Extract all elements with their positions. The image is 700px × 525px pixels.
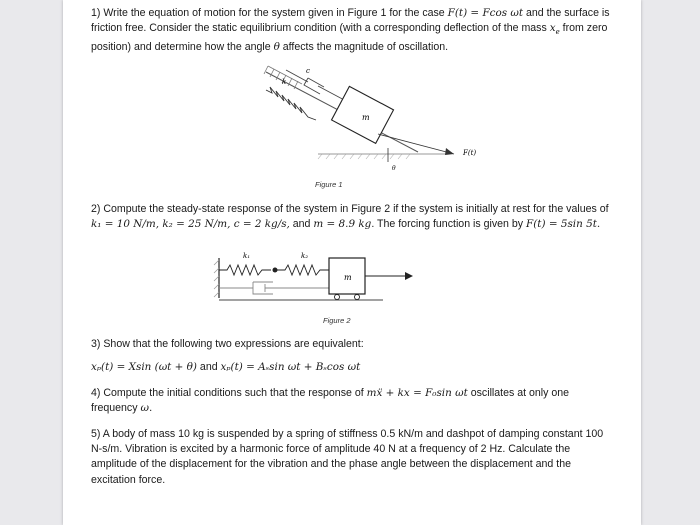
question-5-text: 5) A body of mass 10 kg is suspended by a spring of stiffness 0.5 kN/m and dashpot of damping constant 100 N-s/m. Vibration is excited by a harmonic force of amplitude 40 N at a frequency of 2 Hz. Calculate the amplitude of the displacement for the vibration and the phase angle between the displacement and the excitation force. bbox=[91, 428, 604, 486]
question-4 bbox=[91, 386, 613, 416]
q1-xe-symbol: $x_e$ bbox=[549, 22, 560, 37]
q1-forcing-expression: F(t) = Fcos ωt bbox=[447, 7, 524, 19]
fig1-theta-label: θ bbox=[392, 165, 396, 172]
q4-lead-text: 4) Compute the initial conditions such that the response of bbox=[91, 387, 367, 399]
q3-and: and bbox=[196, 361, 221, 373]
fig2-m-label: m bbox=[344, 273, 352, 282]
question-2 bbox=[91, 202, 613, 232]
fig1-k-label: k bbox=[282, 78, 287, 86]
q1-text-part4: affects the magnitude of oscillation. bbox=[279, 41, 449, 54]
figure-1-caption: Figure 1 bbox=[315, 180, 343, 189]
question-3-text: 3) Show that the following two expressions are equivalent: bbox=[91, 338, 364, 350]
fig2-k1-label: k₁ bbox=[243, 252, 251, 260]
fig2-wheel-left bbox=[335, 295, 340, 300]
document-page bbox=[63, 0, 641, 525]
q3-expression-1: xₚ(t) = Xsin (ωt + θ) bbox=[91, 361, 197, 373]
fig2-junction bbox=[273, 268, 278, 273]
figure-1-diagram bbox=[258, 60, 508, 185]
question-3-expressions bbox=[91, 360, 613, 375]
fig1-m-label: m bbox=[362, 113, 370, 122]
q2-and: and bbox=[289, 218, 314, 231]
q1-text-part2: and the surface is friction free. Consider the static equilibrium condition (with a corresponding deflection of the mass bbox=[91, 7, 610, 35]
q4-equation: mẍ + kx = F₀sin ωt bbox=[366, 387, 468, 399]
question-1 bbox=[91, 6, 613, 56]
fig2-wheel-right bbox=[355, 295, 360, 300]
q1-lead-text: 1) Write the equation of motion for the system given in Figure 1 for the case bbox=[91, 7, 448, 19]
q1-text-part3: from zero position) and determine how the angle bbox=[91, 22, 608, 54]
fig1-c-label: c bbox=[306, 67, 310, 75]
ground-hatch bbox=[318, 154, 410, 159]
fig1-force-label: F(t) bbox=[463, 149, 477, 157]
fig2-force-arrowhead bbox=[405, 272, 413, 280]
q3-expression-2: xₚ(t) = Aₛsin ωt + Bₛcos ωt bbox=[220, 361, 361, 373]
fig2-spring-k1 bbox=[219, 265, 271, 275]
q2-lead-text: 2) Compute the steady-state response of the system in Figure 2 if the system is initially at rest for the values of bbox=[91, 203, 609, 215]
q2-forcing-function: F(t) = 5sin 5t. bbox=[526, 218, 601, 231]
q2-mass-value: m = 8.9 kg bbox=[313, 218, 372, 231]
fig2-wall-hatch bbox=[214, 260, 219, 297]
q2-text-tail: . The forcing function is given by bbox=[371, 218, 527, 231]
figure-2-diagram bbox=[213, 248, 433, 316]
fig2-spring-k2 bbox=[277, 265, 329, 275]
q2-parameters: k₁ = 10 N/m, k₂ = 25 N/m, c = 2 kg/s, bbox=[91, 218, 290, 231]
q1-theta-symbol: θ bbox=[273, 41, 280, 54]
q4-text-tail: oscillates at only one frequency bbox=[91, 387, 570, 415]
spring-k bbox=[266, 87, 316, 120]
figure-2-caption: Figure 2 bbox=[323, 316, 351, 325]
fig2-k2-label: k₂ bbox=[301, 252, 309, 260]
force-arrowhead bbox=[445, 148, 454, 155]
q4-omega: ω. bbox=[140, 402, 153, 415]
fig2-damper bbox=[219, 282, 329, 294]
